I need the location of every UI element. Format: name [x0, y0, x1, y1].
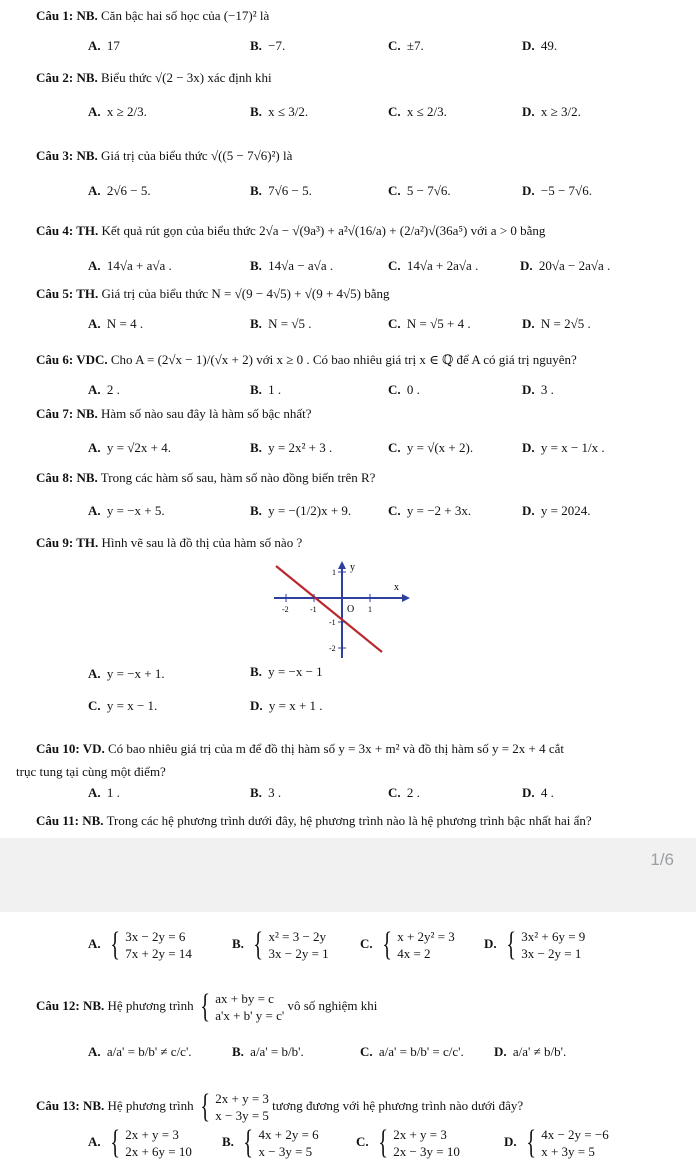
tick-y-1: 1: [332, 568, 336, 577]
q10-stem-cont: trục tung tại cùng một điểm?: [16, 764, 166, 779]
graph-line: [276, 566, 382, 652]
option-letter: B.: [250, 104, 262, 119]
q5-option-d[interactable]: D. N = 2√5 .: [522, 316, 591, 331]
q5-option-c[interactable]: C. N = √5 + 4 .: [388, 316, 471, 331]
q13-option-b[interactable]: B. { 4x + 2y = 6 x − 3y = 5: [222, 1124, 319, 1161]
q6-option-b[interactable]: B. 1 .: [250, 382, 282, 397]
option-letter: C.: [360, 1044, 373, 1059]
q13-option-b-letter: B.: [222, 1133, 234, 1149]
option-letter: A.: [88, 258, 101, 273]
q11-d-eq1: 3x² + 6y = 9: [521, 929, 586, 944]
q4-option-a[interactable]: A. 14√a + a√a .: [88, 258, 172, 273]
q10-option-a[interactable]: A. 1 .: [88, 785, 120, 800]
q7-label: Câu 7: NB.: [36, 406, 98, 421]
option-letter: C.: [388, 38, 401, 53]
q1-option-c[interactable]: C. ±7.: [388, 38, 424, 53]
option-letter: A.: [88, 183, 101, 198]
q11-option-c[interactable]: C. { x + 2y² = 3 4x = 2: [360, 926, 455, 963]
q5-option-a[interactable]: A. N = 4 .: [88, 316, 144, 331]
q13-option-a[interactable]: A. { 2x + y = 3 2x + 6y = 10: [88, 1124, 192, 1161]
q12-option-a[interactable]: A. a/a' = b/b' ≠ c/c'.: [88, 1044, 192, 1059]
option-letter: A.: [88, 666, 101, 681]
q8-option-d[interactable]: D. y = 2024.: [522, 503, 591, 518]
q2-stem: [36, 70, 272, 86]
q9-option-d[interactable]: D. y = x + 1 .: [250, 698, 323, 713]
option-letter: C.: [388, 104, 401, 119]
q8-option-b[interactable]: B. y = −(1/2)x + 9.: [250, 503, 352, 518]
option-letter: B.: [250, 785, 262, 800]
page-indicator: 1/6: [650, 850, 674, 869]
q12-option-b[interactable]: B. a/a' = b/b'.: [232, 1044, 304, 1059]
q13-text-post: tương đương với hệ phương trình nào dưới đây?: [272, 1097, 524, 1113]
option-letter: C.: [388, 503, 401, 518]
q4-option-d[interactable]: D. 20√a − 2a√a .: [520, 258, 611, 273]
q12-eq2: a'x + b' y = c': [215, 1008, 285, 1023]
q7-option-d[interactable]: D. y = x − 1/x .: [522, 440, 605, 455]
q13-option-c-letter: C.: [356, 1133, 369, 1149]
q2-text: Biểu thức √(2 − 3x) xác định khi: [101, 70, 272, 85]
option-letter: B.: [250, 664, 262, 679]
x-axis-label: x: [394, 582, 399, 593]
option-letter: D.: [522, 382, 535, 397]
option-letter: C.: [388, 440, 401, 455]
q2-option-c[interactable]: C. x ≤ 2/3.: [388, 104, 447, 119]
option-letter: D.: [250, 698, 263, 713]
q11-option-a-letter: A.: [88, 935, 101, 951]
q2-label: Câu 2: NB.: [36, 70, 98, 85]
q13-c-eq1: 2x + y = 3: [393, 1127, 447, 1142]
option-letter: C.: [388, 183, 401, 198]
q5-text: Giá trị của biểu thức N = √(9 − 4√5) + √(9 + 4√5) bằng: [101, 286, 390, 301]
q12-label: Câu 12: NB.: [36, 997, 105, 1013]
q10-label: Câu 10: VD.: [36, 741, 105, 756]
q13-eq1: 2x + y = 3: [215, 1091, 269, 1106]
x-axis-arrow-icon: [402, 594, 410, 602]
q11-option-b-letter: B.: [232, 935, 244, 951]
q11-option-d-letter: D.: [484, 935, 497, 951]
q13-c-eq2: 2x − 3y = 10: [393, 1144, 460, 1159]
q13-a-eq1: 2x + y = 3: [125, 1127, 179, 1142]
q6-option-c[interactable]: C. 0 .: [388, 382, 420, 397]
q4-option-b[interactable]: B. 14√a − a√a .: [250, 258, 334, 273]
option-letter: A.: [88, 316, 101, 331]
q6-label: Câu 6: VDC.: [36, 352, 108, 367]
option-letter: B.: [250, 503, 262, 518]
q13-option-a-letter: A.: [88, 1133, 101, 1149]
q13-stem: Câu 13: NB. Hệ phương trình { 2x + y = 3 x − 3y = 5 tương đương với hệ phương trình nào dưới đây?: [36, 1088, 524, 1125]
option-letter: B.: [232, 1044, 244, 1059]
q3-label: Câu 3: NB.: [36, 148, 98, 163]
q13-text-pre: Hệ phương trình: [107, 1097, 194, 1113]
q11-option-a[interactable]: A. { 3x − 2y = 6 7x + 2y = 14: [88, 926, 192, 963]
q4-text: Kết quả rút gọn của biểu thức 2√a − √(9a³) + a²√(16/a) + (2/a²)√(36a⁵) với a > 0 bằng: [101, 223, 546, 238]
q5-label: Câu 5: TH.: [36, 286, 99, 301]
q13-b-eq2: x − 3y = 5: [258, 1144, 313, 1159]
option-letter: A.: [88, 503, 101, 518]
option-letter: B.: [250, 440, 262, 455]
q13-d-eq2: x + 3y = 5: [541, 1144, 595, 1159]
option-letter: B.: [250, 183, 262, 198]
q6-option-a[interactable]: A. 2 .: [88, 382, 120, 397]
q11-option-b[interactable]: B. { x² = 3 − 2y 3x − 2y = 1: [232, 926, 329, 963]
q4-option-c[interactable]: C. 14√a + 2a√a .: [388, 258, 479, 273]
option-letter: C.: [388, 258, 401, 273]
option-letter: A.: [88, 38, 101, 53]
origin-label: O: [347, 604, 355, 615]
q4-label: Câu 4: TH.: [36, 223, 99, 238]
option-letter: D.: [522, 183, 535, 198]
q7-option-a[interactable]: A. y = √2x + 4.: [88, 440, 171, 455]
option-letter: D.: [522, 316, 535, 331]
option-letter: D.: [522, 503, 535, 518]
page-separator: [0, 838, 696, 912]
q11-d-eq2: 3x − 2y = 1: [521, 946, 582, 961]
q1-option-d[interactable]: D. 49.: [522, 38, 558, 53]
tick-y-neg2: -2: [329, 644, 336, 653]
q7-option-c[interactable]: C. y = √(x + 2).: [388, 440, 474, 455]
q12-eq1: ax + by = c: [215, 991, 274, 1006]
q8-option-c[interactable]: C. y = −2 + 3x.: [388, 503, 472, 518]
q12-stem: Câu 12: NB. Hệ phương trình { ax + by = c a'x + b' y = c' vô số nghiệm khi: [36, 988, 378, 1025]
q11-option-c-letter: C.: [360, 935, 373, 951]
q1-stem: [36, 8, 269, 24]
option-letter: D.: [520, 258, 533, 273]
q11-stem: [36, 813, 592, 829]
q11-c-eq2: 4x = 2: [397, 946, 431, 961]
function-graph: [272, 560, 412, 660]
option-letter: D.: [522, 785, 535, 800]
option-letter: C.: [388, 316, 401, 331]
option-letter: A.: [88, 440, 101, 455]
q8-text: Trong các hàm số sau, hàm số nào đồng biến trên R?: [100, 470, 376, 485]
q5-stem: [36, 286, 390, 302]
option-letter: B.: [250, 258, 262, 273]
q6-text: Cho A = (2√x − 1)/(√x + 2) với x ≥ 0 . Có bao nhiêu giá trị x ∈ ℚ để A có giá trị nguyên?: [110, 352, 577, 367]
q1-option-b[interactable]: B. −7.: [250, 38, 286, 53]
q8-stem: [36, 470, 375, 486]
option-letter: D.: [494, 1044, 507, 1059]
option-letter: D.: [522, 38, 535, 53]
q9-text: Hình vẽ sau là đồ thị của hàm số nào ?: [101, 535, 303, 550]
option-letter: A.: [88, 1044, 101, 1059]
q9-option-b[interactable]: B. y = −x − 1: [250, 664, 323, 679]
q1-label: Câu 1: NB.: [36, 8, 98, 23]
q10-text: Có bao nhiêu giá trị của m để đồ thị hàm số y = 3x + m² và đồ thị hàm số y = 2x + 4 cắt: [108, 741, 565, 756]
q9-option-c[interactable]: C. y = x − 1.: [88, 698, 158, 713]
option-letter: B.: [250, 38, 262, 53]
q11-text: Trong các hệ phương trình dưới đây, hệ phương trình nào là hệ phương trình bậc nhất hai ẩn?: [106, 813, 592, 828]
q4-stem: [36, 223, 545, 239]
q10-option-d[interactable]: D. 4 .: [522, 785, 554, 800]
q13-a-eq2: 2x + 6y = 10: [125, 1144, 192, 1159]
q1-option-a[interactable]: A. 17: [88, 38, 120, 53]
tick-x-neg2: -2: [282, 605, 289, 614]
q11-b-eq2: 3x − 2y = 1: [268, 946, 329, 961]
q10-option-b[interactable]: B. 3 .: [250, 785, 282, 800]
q6-stem: [36, 352, 577, 368]
q11-option-d[interactable]: D. { 3x² + 6y = 9 3x − 2y = 1: [484, 926, 586, 963]
q3-text: Giá trị của biểu thức √((5 − 7√6)²) là: [101, 148, 293, 163]
q9-option-a[interactable]: A. y = −x + 1.: [88, 666, 165, 681]
q3-option-b[interactable]: B. 7√6 − 5.: [250, 183, 312, 198]
option-letter: D.: [522, 104, 535, 119]
q5-option-b[interactable]: B. N = √5 .: [250, 316, 312, 331]
q2-option-d[interactable]: D. x ≥ 3/2.: [522, 104, 581, 119]
q10-stem: [36, 741, 564, 757]
q2-option-a[interactable]: A. x ≥ 2/3.: [88, 104, 147, 119]
y-axis-arrow-icon: [338, 561, 346, 569]
q9-label: Câu 9: TH.: [36, 535, 99, 550]
q12-option-d[interactable]: D. a/a' ≠ b/b'.: [494, 1044, 567, 1059]
q9-stem: [36, 535, 302, 551]
q3-option-a[interactable]: A. 2√6 − 5.: [88, 183, 151, 198]
y-axis-label: y: [350, 562, 355, 573]
q13-option-c[interactable]: C. { 2x + y = 3 2x − 3y = 10: [356, 1124, 460, 1161]
q3-option-c[interactable]: C. 5 − 7√6.: [388, 183, 451, 198]
option-letter: D.: [522, 440, 535, 455]
q13-d-eq1: 4x − 2y = −6: [541, 1127, 609, 1142]
option-letter: C.: [88, 698, 101, 713]
q12-text-post: vô số nghiệm khi: [287, 997, 378, 1013]
q7-text: Hàm số nào sau đây là hàm số bậc nhất?: [101, 406, 312, 421]
q11-c-eq1: x + 2y² = 3: [397, 929, 455, 944]
q1-text: Căn bậc hai số học của (−17)² là: [101, 8, 270, 23]
q13-option-d-letter: D.: [504, 1133, 517, 1149]
q3-stem: [36, 148, 292, 164]
option-letter: A.: [88, 104, 101, 119]
q11-b-eq1: x² = 3 − 2y: [268, 929, 327, 944]
option-letter: A.: [88, 785, 101, 800]
tick-x-1: 1: [368, 605, 372, 614]
option-letter: B.: [250, 316, 262, 331]
q7-stem: [36, 406, 311, 422]
q12-text-pre: Hệ phương trình: [107, 997, 194, 1013]
q7-option-b[interactable]: B. y = 2x² + 3 .: [250, 440, 333, 455]
q12-option-c[interactable]: C. a/a' = b/b' = c/c'.: [360, 1044, 464, 1059]
tick-x-neg1: -1: [310, 605, 317, 614]
q8-label: Câu 8: NB.: [36, 470, 98, 485]
q6-option-d[interactable]: D. 3 .: [522, 382, 554, 397]
q3-option-d[interactable]: D. −5 − 7√6.: [522, 183, 592, 198]
q13-option-d[interactable]: D. { 4x − 2y = −6 x + 3y = 5: [504, 1124, 609, 1161]
q2-option-b[interactable]: B. x ≤ 3/2.: [250, 104, 309, 119]
option-letter: C.: [388, 382, 401, 397]
tick-y-neg1: -1: [329, 618, 336, 627]
option-letter: C.: [388, 785, 401, 800]
q11-label: Câu 11: NB.: [36, 813, 104, 828]
q8-option-a[interactable]: A. y = −x + 5.: [88, 503, 165, 518]
q13-b-eq1: 4x + 2y = 6: [258, 1127, 319, 1142]
q13-label: Câu 13: NB.: [36, 1097, 105, 1113]
q11-a-eq2: 7x + 2y = 14: [125, 946, 192, 961]
q10-option-c[interactable]: C. 2 .: [388, 785, 420, 800]
q13-eq2: x − 3y = 5: [215, 1108, 269, 1123]
q11-a-eq1: 3x − 2y = 6: [125, 929, 186, 944]
option-letter: A.: [88, 382, 101, 397]
option-letter: B.: [250, 382, 262, 397]
